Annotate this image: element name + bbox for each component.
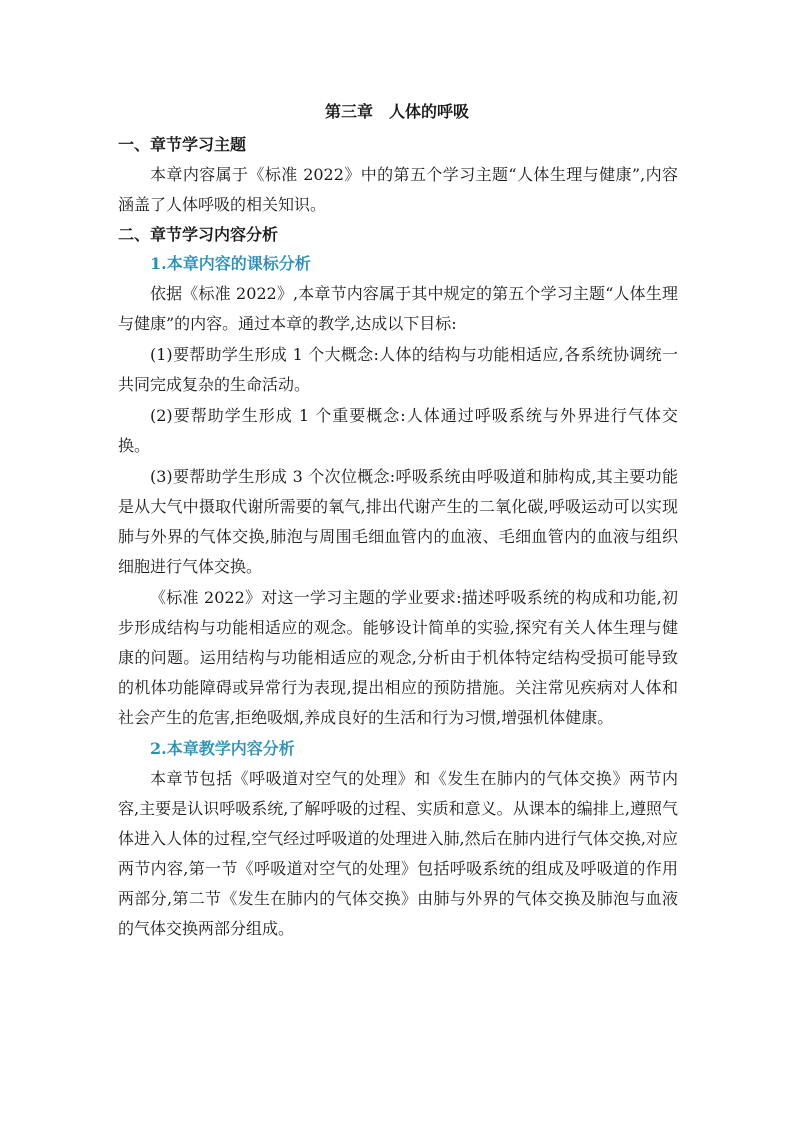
paragraph: (3)要帮助学生形成 3 个次位概念:呼吸系统由呼吸道和肺构成,其主要功能是从大气中摄取代谢所需要的氧气,排出代谢产生的二氧化碳,呼吸运动可以实现肺与外界的气体交换,肺泡与周围毛细血管内的血液、毛细血管内的血液与组织细胞进行气体交换。 [118,467,678,576]
section-heading-analysis: 二、章节学习内容分析 [118,225,279,244]
section-heading-topic: 一、章节学习主题 [118,135,247,154]
paragraph: (2)要帮助学生形成 1 个重要概念:人体通过呼吸系统与外界进行气体交换。 [118,406,678,455]
paragraph: 本章节包括《呼吸道对空气的处理》和《发生在肺内的气体交换》两节内容,主要是认识呼吸系统,了解呼吸的过程、实质和意义。从课本的编排上,遵照气体进入人体的过程,空气经过呼吸道的处理进入肺,然后在肺内进行气体交换,对应两节内容,第一节《呼吸道对空气的处理》包括呼吸系统的组成及呼吸道的作用两部分,第二节《发生在肺内的气体交换》由肺与外界的气体交换及肺泡与血液的气体交换两部分组成。 [118,769,678,938]
paragraph: (1)要帮助学生形成 1 个大概念:人体的结构与功能相适应,各系统协调统一共同完成复杂的生命活动。 [118,345,678,394]
chapter-title: 第三章 人体的呼吸 [324,102,469,121]
subsection-heading-teaching: 2.本章教学内容分析 [150,739,295,758]
paragraph: 依据《标准 2022》,本章节内容属于其中规定的第五个学习主题“人体生理与健康”的内容。通过本章的教学,达成以下目标: [118,284,678,333]
document-body [118,130,678,945]
subsection-heading-curriculum: 1.本章内容的课标分析 [150,254,311,273]
paragraph: 《标准 2022》对这一学习主题的学业要求:描述呼吸系统的构成和功能,初步形成结构与功能相适应的观念。能够设计简单的实验,探究有关人体生理与健康的问题。运用结构与功能相适应的观念,分析由于机体特定结构受损可能导致的机体功能障碍或异常行为表现,提出相应的预防措施。关注常见疾病对人体和社会产生的危害,拒绝吸烟,养成良好的生活和行为习惯,增强机体健康。 [118,588,678,727]
paragraph: 本章内容属于《标准 2022》中的第五个学习主题“人体生理与健康”,内容涵盖了人体呼吸的相关知识。 [118,165,678,214]
